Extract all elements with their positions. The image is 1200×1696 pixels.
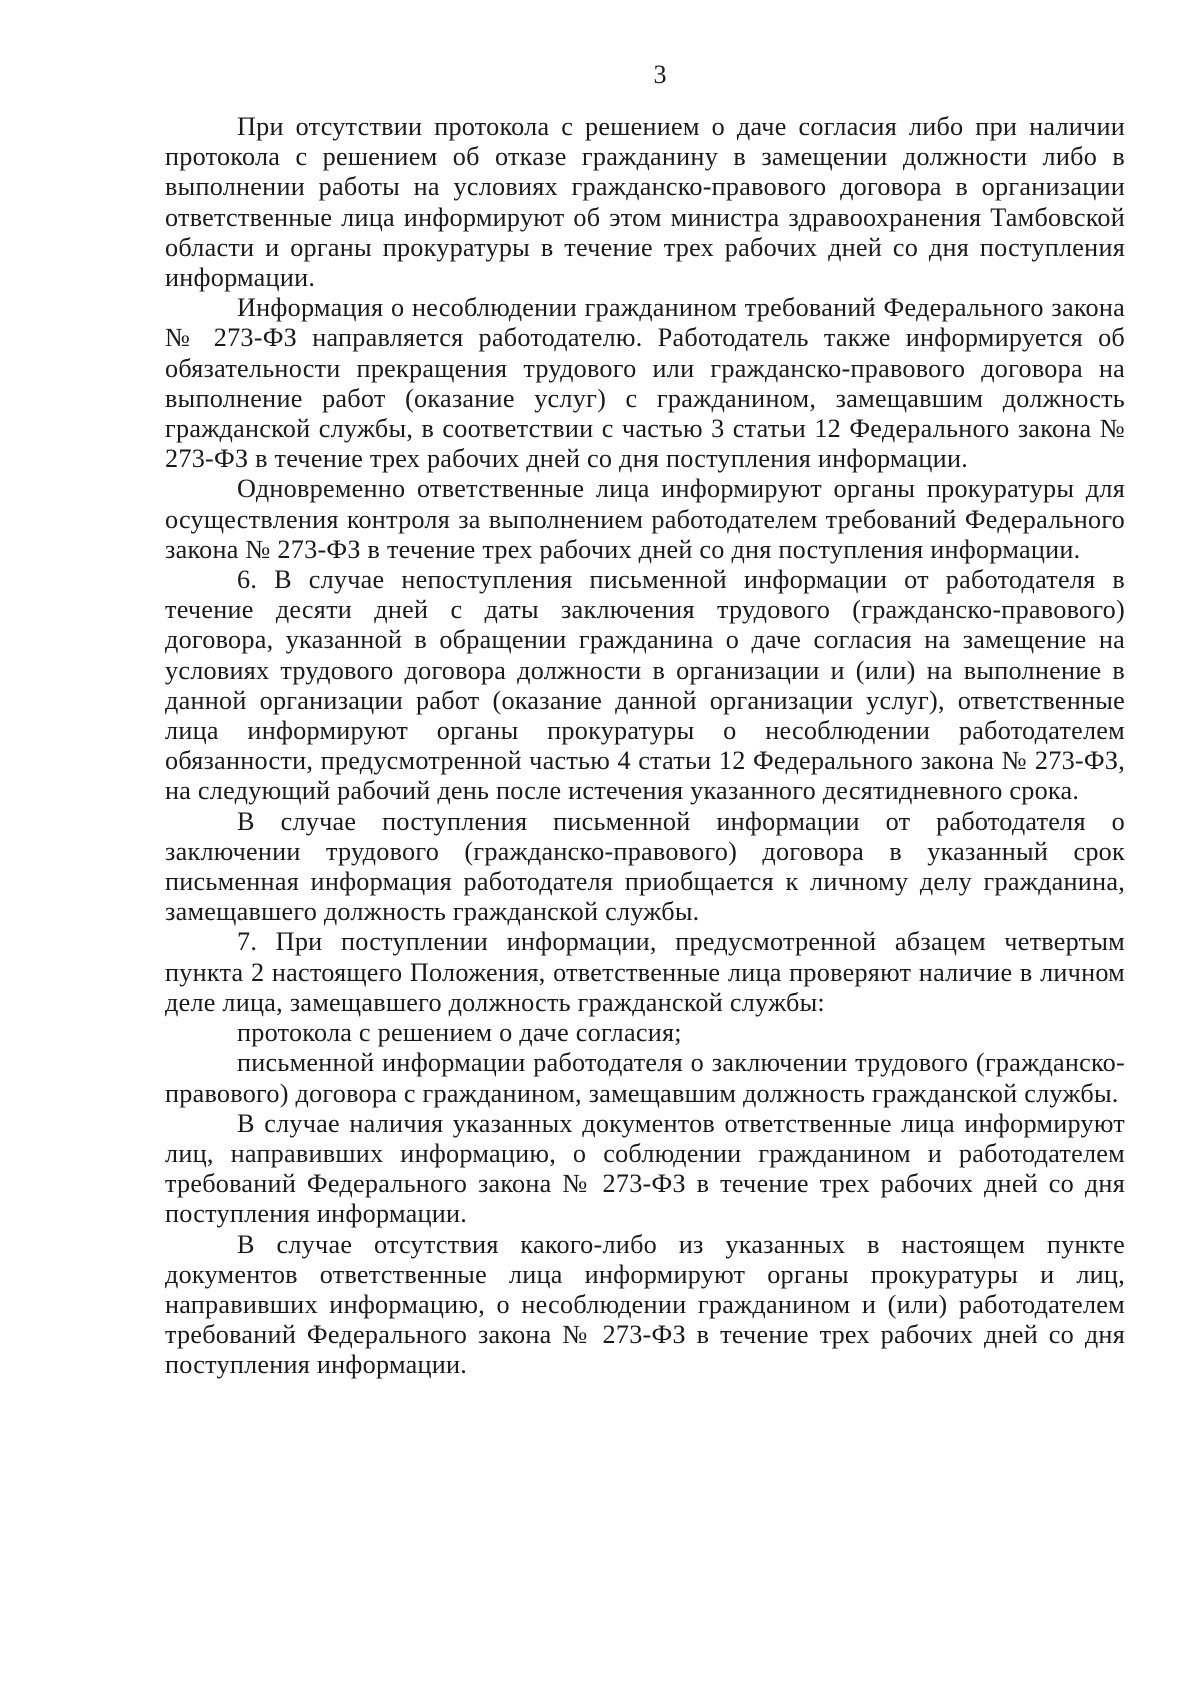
paragraph-list-employer-info: письменной информации работодателя о заключении трудового (гражданско-правового) договора с гражданином, замещавшим должность гражданской службы. [165, 1048, 1125, 1108]
paragraph-list-protocol: протокола с решением о даче согласия; [237, 1018, 682, 1048]
document-body [165, 112, 1125, 1381]
paragraph-documents-absent: В случае отсутствия какого-либо из указанных в настоящем пункте документов ответственные лица информируют органы прокуратуры и лиц, направивших информацию, о несоблюдении гражданином и (или) работодателем требований Федерального закона № 273-ФЗ в течение трех рабочих дней со дня поступления информации. [165, 1229, 1125, 1380]
paragraph-employer-info-received: В случае поступления письменной информации от работодателя о заключении трудового (гражданско-правового) договора в указанный срок письменная информация работодателя приобщается к личному делу гражданина, замещавшего должность гражданской службы. [165, 806, 1125, 927]
paragraph-absence-of-protocol: При отсутствии протокола с решением о даче согласия либо при наличии протокола с решением об отказе гражданину в замещении должности либо в выполнении работы на условиях гражданско-правового договора в организации ответственные лица информируют об этом министра здравоохранения Тамбовской области и органы прокуратуры в течение трех рабочих дней со дня поступления информации. [165, 112, 1125, 293]
paragraph-item-6: 6. В случае непоступления письменной информации от работодателя в течение десяти дней с даты заключения трудового (гражданско-правового) договора, указанной в обращении гражданина о даче согласия на замещение на условиях трудового договора должности в организации и (или) на выполнение в данной организации работ (оказание данной организации услуг), ответственные лица информируют органы прокуратуры о несоблюдении работодателем обязанности, предусмотренной частью 4 статьи 12 Федерального закона № 273-ФЗ, на следующий рабочий день после истечения указанного десятидневного срока. [165, 565, 1125, 806]
paragraph-documents-present: В случае наличия указанных документов ответственные лица информируют лиц, направивших информацию, о соблюдении гражданином и работодателем требований Федерального закона № 273-ФЗ в течение трех рабочих дней со дня поступления информации. [165, 1108, 1125, 1229]
paragraph-prosecutor-notification: Одновременно ответственные лица информируют органы прокуратуры для осуществления контроля за выполнением работодателем требований Федерального закона № 273-ФЗ в течение трех рабочих дней со дня поступления информации. [165, 474, 1125, 564]
paragraph-noncompliance-info: Информация о несоблюдении гражданином требований Федерального закона № 273-ФЗ направляется работодателю. Работодатель также информируется об обязательности прекращения трудового или гражданско-правового договора на выполнение работ (оказание услуг) с гражданином, замещавшим должность гражданской службы, в соответствии с частью 3 статьи 12 Федерального закона № 273-ФЗ в течение трех рабочих дней со дня поступления информации. [165, 293, 1125, 474]
paragraph-item-7: 7. При поступлении информации, предусмотренной абзацем четвертым пункта 2 настоящего Положения, ответственные лица проверяют наличие в личном деле лица, замещавшего должность гражданской службы: [165, 927, 1125, 1017]
page-number: 3 [653, 60, 667, 89]
